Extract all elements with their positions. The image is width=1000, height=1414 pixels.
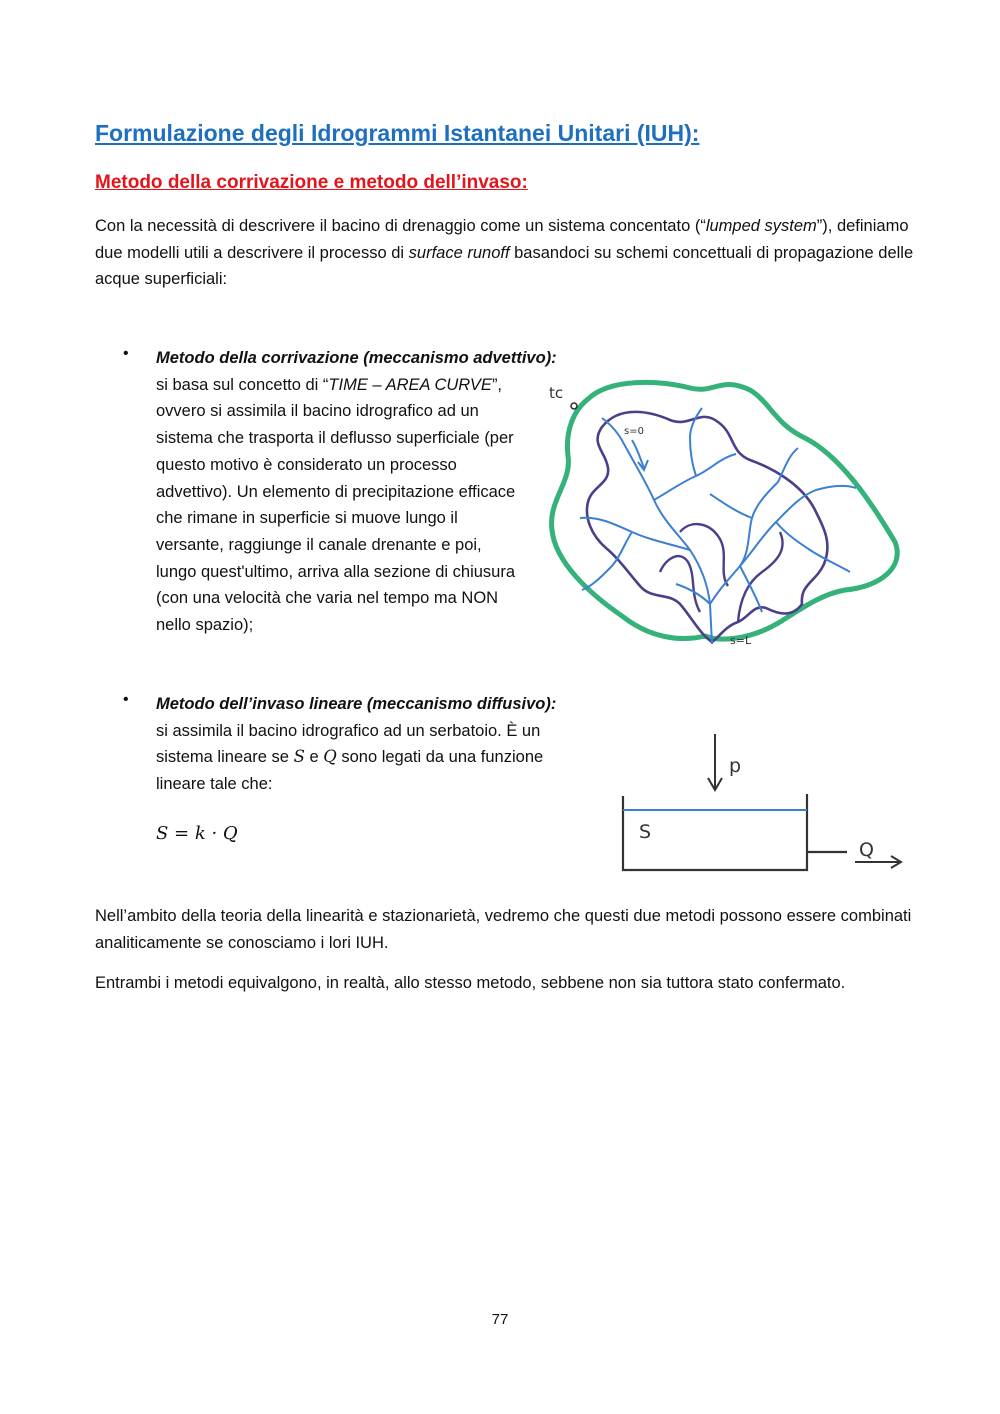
- invaso-text-1: si assimila il bacino idrografico ad un serbatoio. È un sistema lineare se: [156, 721, 541, 767]
- p-label: p: [729, 755, 742, 777]
- intro-paragraph: [95, 213, 915, 293]
- bullet-marker: •: [123, 691, 129, 708]
- corrivazione-text-3: ”, ovvero si assimila il bacino idrografico ad un sistema che trasporta il deflusso superficiale (per questo motivo è considerato un processo advettivo). Un elemento di precipitazione efficace che rimane in superficie si muove lungo il versante, raggiunge il canale drenante e poi, lungo quest'ultimo, arriva alla sezione di chiusura (con una velocità che varia nel tempo ma NON nello spazio);: [156, 375, 516, 635]
- corrivazione-term: TIME – AREA CURVE: [328, 375, 492, 394]
- s0-label: s=0: [624, 426, 644, 437]
- invaso-text-2: e: [304, 748, 324, 767]
- invaso-symbol-q: Q: [323, 747, 337, 767]
- bullet-invaso-title: Metodo dell’invaso lineare (meccanismo diffusivo):: [156, 695, 557, 713]
- section-title: Metodo della corrivazione e metodo dell’invaso:: [95, 172, 528, 193]
- bullet-corrivazione-body: [156, 372, 526, 639]
- tc-point: [571, 403, 577, 409]
- tank-sketch: [615, 730, 910, 880]
- basin-sketch: [540, 372, 910, 657]
- intro-term-lumped: lumped system: [705, 217, 817, 235]
- invaso-text-3: sono legati da una funzione lineare tale che:: [156, 748, 544, 794]
- linear-reservoir-formula: S = k · Q: [156, 823, 238, 844]
- intro-text-a: Con la necessità di descrivere il bacino di drenaggio come un sistema concentato (“: [95, 217, 706, 235]
- intro-term-runoff: surface runoff: [408, 243, 510, 262]
- sL-label: s=L: [730, 634, 752, 647]
- page-title: Formulazione degli Idrogrammi Istantanei Unitari (IUH):: [95, 120, 700, 146]
- bullet-corrivazione-title: Metodo della corrivazione (meccanismo advettivo):: [156, 349, 557, 367]
- bullet-marker: •: [123, 345, 129, 362]
- intro-text-e: basandoci su schemi concettuali di propagazione delle acque superficiali:: [95, 243, 914, 288]
- page-number: 77: [491, 1311, 509, 1328]
- linearity-paragraph: Nell’ambito della teoria della linearità e stazionarietà, vedremo che questi due metodi possono essere combinati analiticamente se conosciamo i lori IUH.: [95, 907, 912, 952]
- bullet-invaso-body: [156, 718, 586, 798]
- tc-label: tc: [549, 384, 564, 402]
- equivalence-paragraph: Entrambi i metodi equivalgono, in realtà, allo stesso metodo, sebbene non sia tuttora stato confermato.: [95, 974, 846, 992]
- q-label: Q: [859, 839, 874, 861]
- intro-text-c: ”), definiamo due modelli utili a descrivere il processo di: [95, 217, 909, 262]
- bullet-corrivazione: [156, 345, 596, 639]
- s-label: S: [639, 821, 652, 843]
- flow-arrow: [632, 440, 648, 470]
- bullet-invaso: [156, 691, 596, 798]
- basin-outline: [552, 382, 898, 639]
- invaso-symbol-s: S: [293, 747, 305, 767]
- corrivazione-text-1: si basa sul concetto di “: [156, 375, 329, 394]
